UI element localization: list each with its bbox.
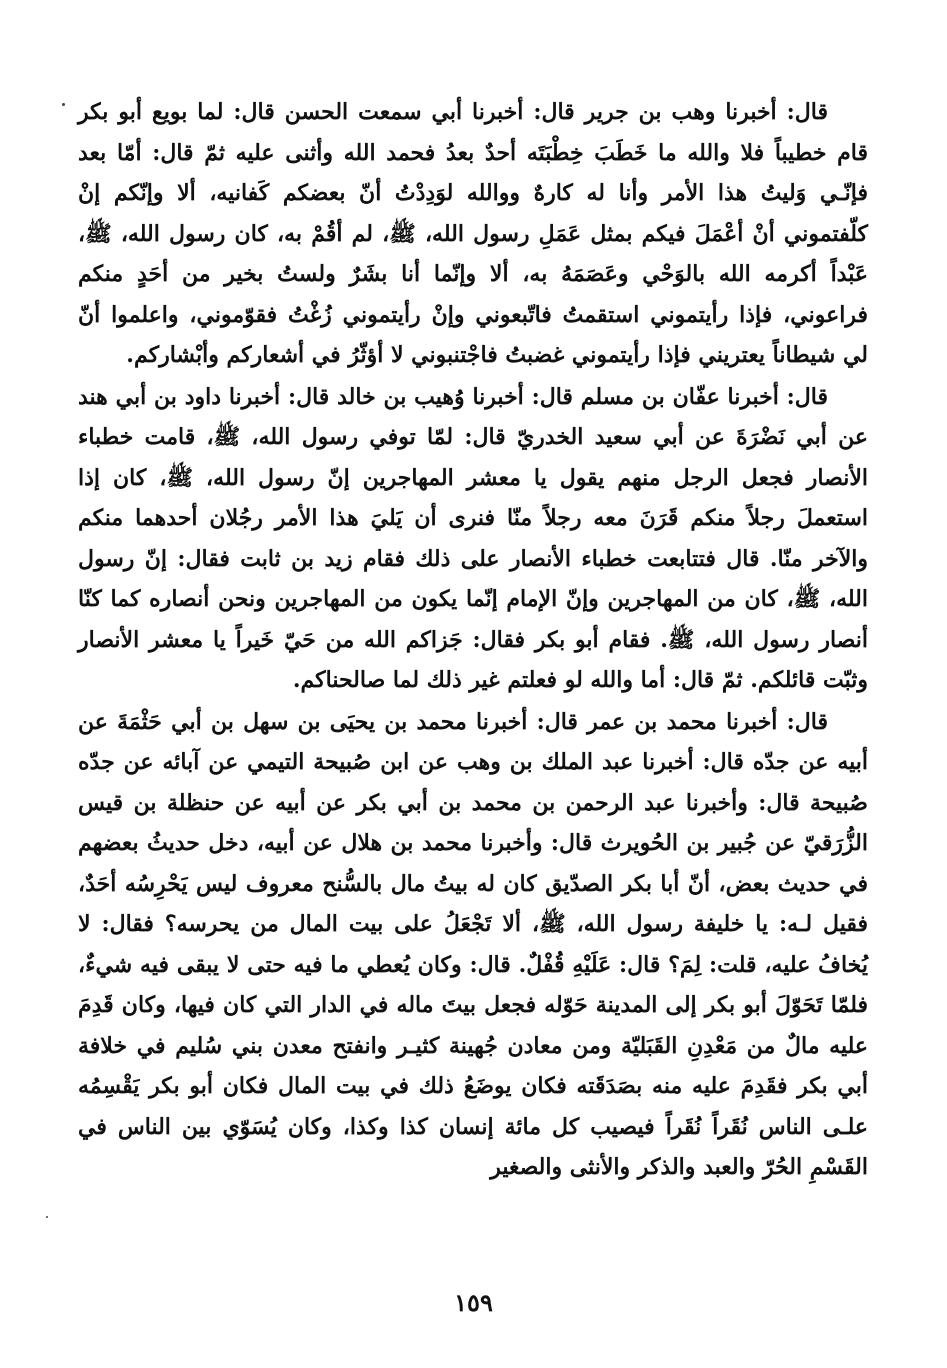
paragraph-3: قال: أخبرنا محمد بن عمر قال: أخبرنا محمد بن يحيَى بن سهل بن أبي حَثْمَةَ عن أبيه عن جدّه قال: أخبرنا عبد الملك بن وهب عن ابن صُبيحة التيمي عن آبائه عن جدّه صُبيحة قال: وأخبرنا عبد الرحمن بن محمد بن أبي بكر عن أبيه عن حنظلة بن قيس الزُّرَقيّ عن جُبير بن الحُويرث قال: وأخبرنا محمد بن هلال عن أبيه، دخل حديثُ بعضهم في حديث بعض، أنّ أبا بكر الصدّيق كان له بيتُ مال بالسُّنح معروف ليس يَحْرِسُه أحَدٌ، فقيل لـه: يا خليفة رسول الله، ﷺ، ألا تَجْعَلُ على بيت المال من يحرسه؟ فقال: لا يُخافُ عليه، قلت: لِمَ؟ قال: عَلَيْهِ قُفْلٌ. قال: وكان يُعطي ما فيه حتى لا يبقى فيه شيءٌ، فلمّا تَحَوّلَ أبو بكر إلى المدينة حَوّله فجعل بيتَ ماله في الدار التي كان فيها، وكان قَدِمَ عليه مالٌ من مَعْدِنِ القَبَليّة ومن معادن جُهينة كثيـر وانفتح معدن بني سُليم في خلافة أبي بكر فقَدِمَ عليه منه بصَدَقَته فكان يوضَعُ ذلك في بيت المال فكان أبو بكر يَقْسِمُه علـى الناس نُقَراً نُقَراً فيصيب كل مائة إنسان كذا وكذا، وكان يُسَوّي بين الناس في القَسْمِ الحُرّ والعبد والذكر والأنثى والصغير bbox=[78, 708, 868, 1180]
scan-speck bbox=[62, 103, 65, 106]
main-text bbox=[78, 92, 868, 1188]
paragraph-2: قال: أخبرنا عفّان بن مسلم قال: أخبرنا وُهيب بن خالد قال: أخبرنا داود بن أبي هند عن أبي نَضْرَةَ عن أبي سعيد الخدريّ قال: لمّا توفي رسول الله، ﷺ، قامت خطباء الأنصار فجعل الرجل منهم يقول يا معشر المهاجرين إنّ رسول الله، ﷺ، كان إذا استعملَ رجلاً منكم قَرَنَ معه رجلاً منّا فنرى أن يَليَ هذا الأمر رجُلان أحدهما منكم والآخر منّا. قال فتتابعت خطباء الأنصار على ذلك فقام زيد بن ثابت فقال: إنّ رسول الله، ﷺ، كان من المهاجرين وإنّ الإمام إنّما يكون من المهاجرين ونحن أنصاره كما كنّا أنصار رسول الله، ﷺ. فقام أبو بكر فقال: جَزاكم الله من حَيّ خَيراً يا معشر الأنصار وثبّت قائلكم. ثمّ قال: أما والله لو فعلتم غير ذلك لما صالحناكم. bbox=[78, 383, 868, 693]
page-number: ١٥٩ bbox=[454, 1288, 493, 1317]
paragraph-1: قال: أخبرنا وهب بن جرير قال: أخبرنا أبي سمعت الحسن قال: لما بويع أبو بكر قام خطيباً فلا والله ما خَطَبَ خِطْبَتَه أحدٌ بعدُ فحمد الله وأثنى عليه ثمّ قال: أمّا بعد فإنّـي وَليتُ هذا الأمر وأنا له كارهٌ ووالله لوَدِدْتُ أنّ بعضكم كَفانيه، ألا وإنّكم إنْ كلّفتموني أنْ أعْمَلَ فيكم بمثل عَمَلِ رسول الله، ﷺ، لم أقُمْ به، كان رسول الله، ﷺ، عَبْداً أكرمه الله بالوَحْي وعَصَمَهُ به، ألا وإنّما أنا بشَرٌ ولستُ بخير من أحَدٍ منكم فراعوني، فإذا رأيتموني استقمتُ فاتّبعوني وإنْ رأيتموني زُغْتُ فقوّموني، واعلموا أنّ لي شيطاناً يعتريني فإذا رأيتموني غضبتُ فاجْتنبوني لا أؤثّرُ في أشعاركم وأبْشاركم. bbox=[78, 99, 868, 368]
scan-speck bbox=[46, 1216, 48, 1218]
